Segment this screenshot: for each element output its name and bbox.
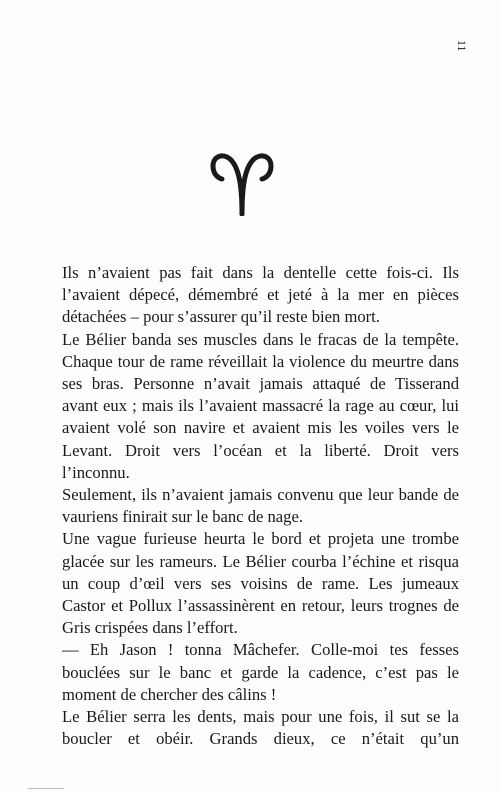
page-edge-mark: [28, 788, 64, 789]
paragraph: Ils n’avaient pas fait dans la dentelle cette fois-ci. Ils l’avaient dépecé, démembré et jeté à la mer en pièces détachées – pour s’assurer qu’il reste bien mort.: [62, 263, 459, 327]
paragraph: Le Bélier banda ses muscles dans le fracas de la tempête. Chaque tour de rame réveillait la violence du meurtre dans ses bras. Personne n’avait jamais attaqué de Tisserand avant eux ; mais ils l’avaient massacré la rage au cœur, lui avaient volé son navire et avaient mis les voiles vers le Levant. Droit vers l’océan et la liberté. Droit vers l’inconnu.: [62, 329, 459, 482]
paragraph: Le Bélier serra les dents, mais pour une fois, il sut se la boucler et obéir. Grands dieux, ce n’était qu’un: [62, 707, 459, 749]
paragraph: Seulement, ils n’avaient jamais convenu que leur bande de vauriens finirait sur le banc de nage.: [62, 485, 459, 527]
chapter-text: [62, 262, 459, 750]
paragraph: Une vague furieuse heurta le bord et projeta une trombe glacée sur les rameurs. Le Bélier courba l’échine et risqua un coup d’œil vers ses voisins de rame. Les jumeaux Castor et Pollux l’assassinèrent en retour, leurs trognes de Gris crispées dans l’effort.: [62, 529, 459, 638]
paragraph: — Eh Jason ! tonna Mâchefer. Colle-moi tes fesses bouclées sur le banc et garde la cadence, c’est pas le moment de chercher des câlins !: [62, 640, 459, 704]
aries-symbol-icon: [208, 150, 276, 216]
page-number: 11: [455, 40, 469, 52]
